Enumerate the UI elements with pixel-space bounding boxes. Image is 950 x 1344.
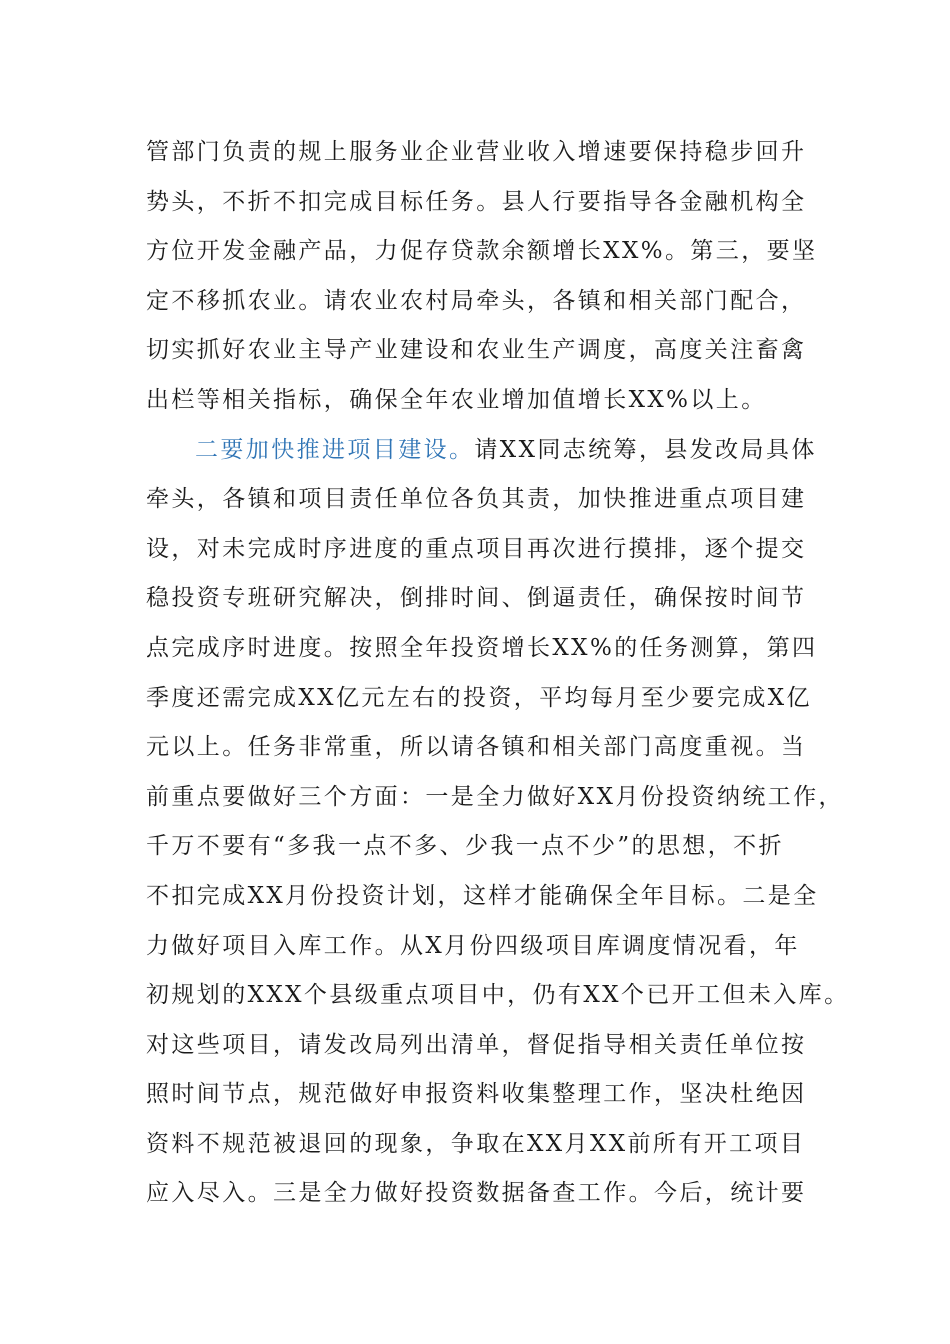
text-line: 应入尽入。三是全力做好投资数据备查工作。今后，统计要 — [146, 1180, 807, 1207]
document-body — [146, 128, 850, 1219]
text-line: 方位开发金融产品，力促存贷款余额增长XX%。第三，要坚 — [146, 238, 818, 265]
paragraph-2 — [146, 426, 850, 1220]
text-line: 资料不规范被退回的现象，争取在XX月XX前所有开工项目 — [146, 1130, 806, 1157]
text-line: 切实抓好农业主导产业建设和农业生产调度，高度关注畜禽 — [146, 337, 807, 364]
text-line: 稳投资专班研究解决，倒排时间、倒逼责任，确保按时间节 — [146, 585, 807, 612]
paragraph-1 — [146, 128, 818, 426]
text-line: 初规划的XXX个县级重点项目中，仍有XX个已开工但未入库。 — [146, 982, 850, 1009]
text-line: 出栏等相关指标，确保全年农业增加值增长XX%以上。 — [146, 386, 767, 413]
text-line: 力做好项目入库工作。从X月份四级项目库调度情况看，年 — [146, 932, 800, 959]
text-line: 管部门负责的规上服务业企业营业收入增速要保持稳步回升 — [146, 139, 807, 165]
text-line: 千万不要有“多我一点不多、少我一点不少”的思想，不折 — [146, 833, 784, 860]
text-line-first — [146, 426, 817, 476]
text-line: 季度还需完成XX亿元左右的投资，平均每月至少要完成X亿 — [146, 684, 812, 711]
text-line: 前重点要做好三个方面：一是全力做好XX月份投资纳统工作， — [146, 783, 844, 810]
text-line: 点完成序时进度。按照全年投资增长XX%的任务测算，第四 — [146, 634, 818, 661]
text-line: 设，对未完成时序进度的重点项目再次进行摸排，逐个提交 — [146, 535, 807, 562]
text-line: 照时间节点，规范做好申报资料收集整理工作，坚决杜绝因 — [146, 1081, 807, 1108]
text-span: 请XX同志统筹，县发改局具体 — [474, 436, 817, 463]
text-line: 势头，不折不扣完成目标任务。县人行要指导各金融机构全 — [146, 188, 807, 215]
text-line: 元以上。任务非常重，所以请各镇和相关部门高度重视。当 — [146, 734, 807, 761]
text-line: 不扣完成XX月份投资计划，这样才能确保全年目标。二是全 — [146, 882, 819, 909]
section-heading: 二要加快推进项目建设。 — [195, 436, 475, 463]
text-line: 定不移抓农业。请农业农村局牵头，各镇和相关部门配合， — [146, 287, 807, 314]
text-line: 对这些项目，请发改局列出清单，督促指导相关责任单位按 — [146, 1031, 807, 1058]
text-line: 牵头，各镇和项目责任单位各负其责，加快推进重点项目建 — [146, 486, 807, 513]
